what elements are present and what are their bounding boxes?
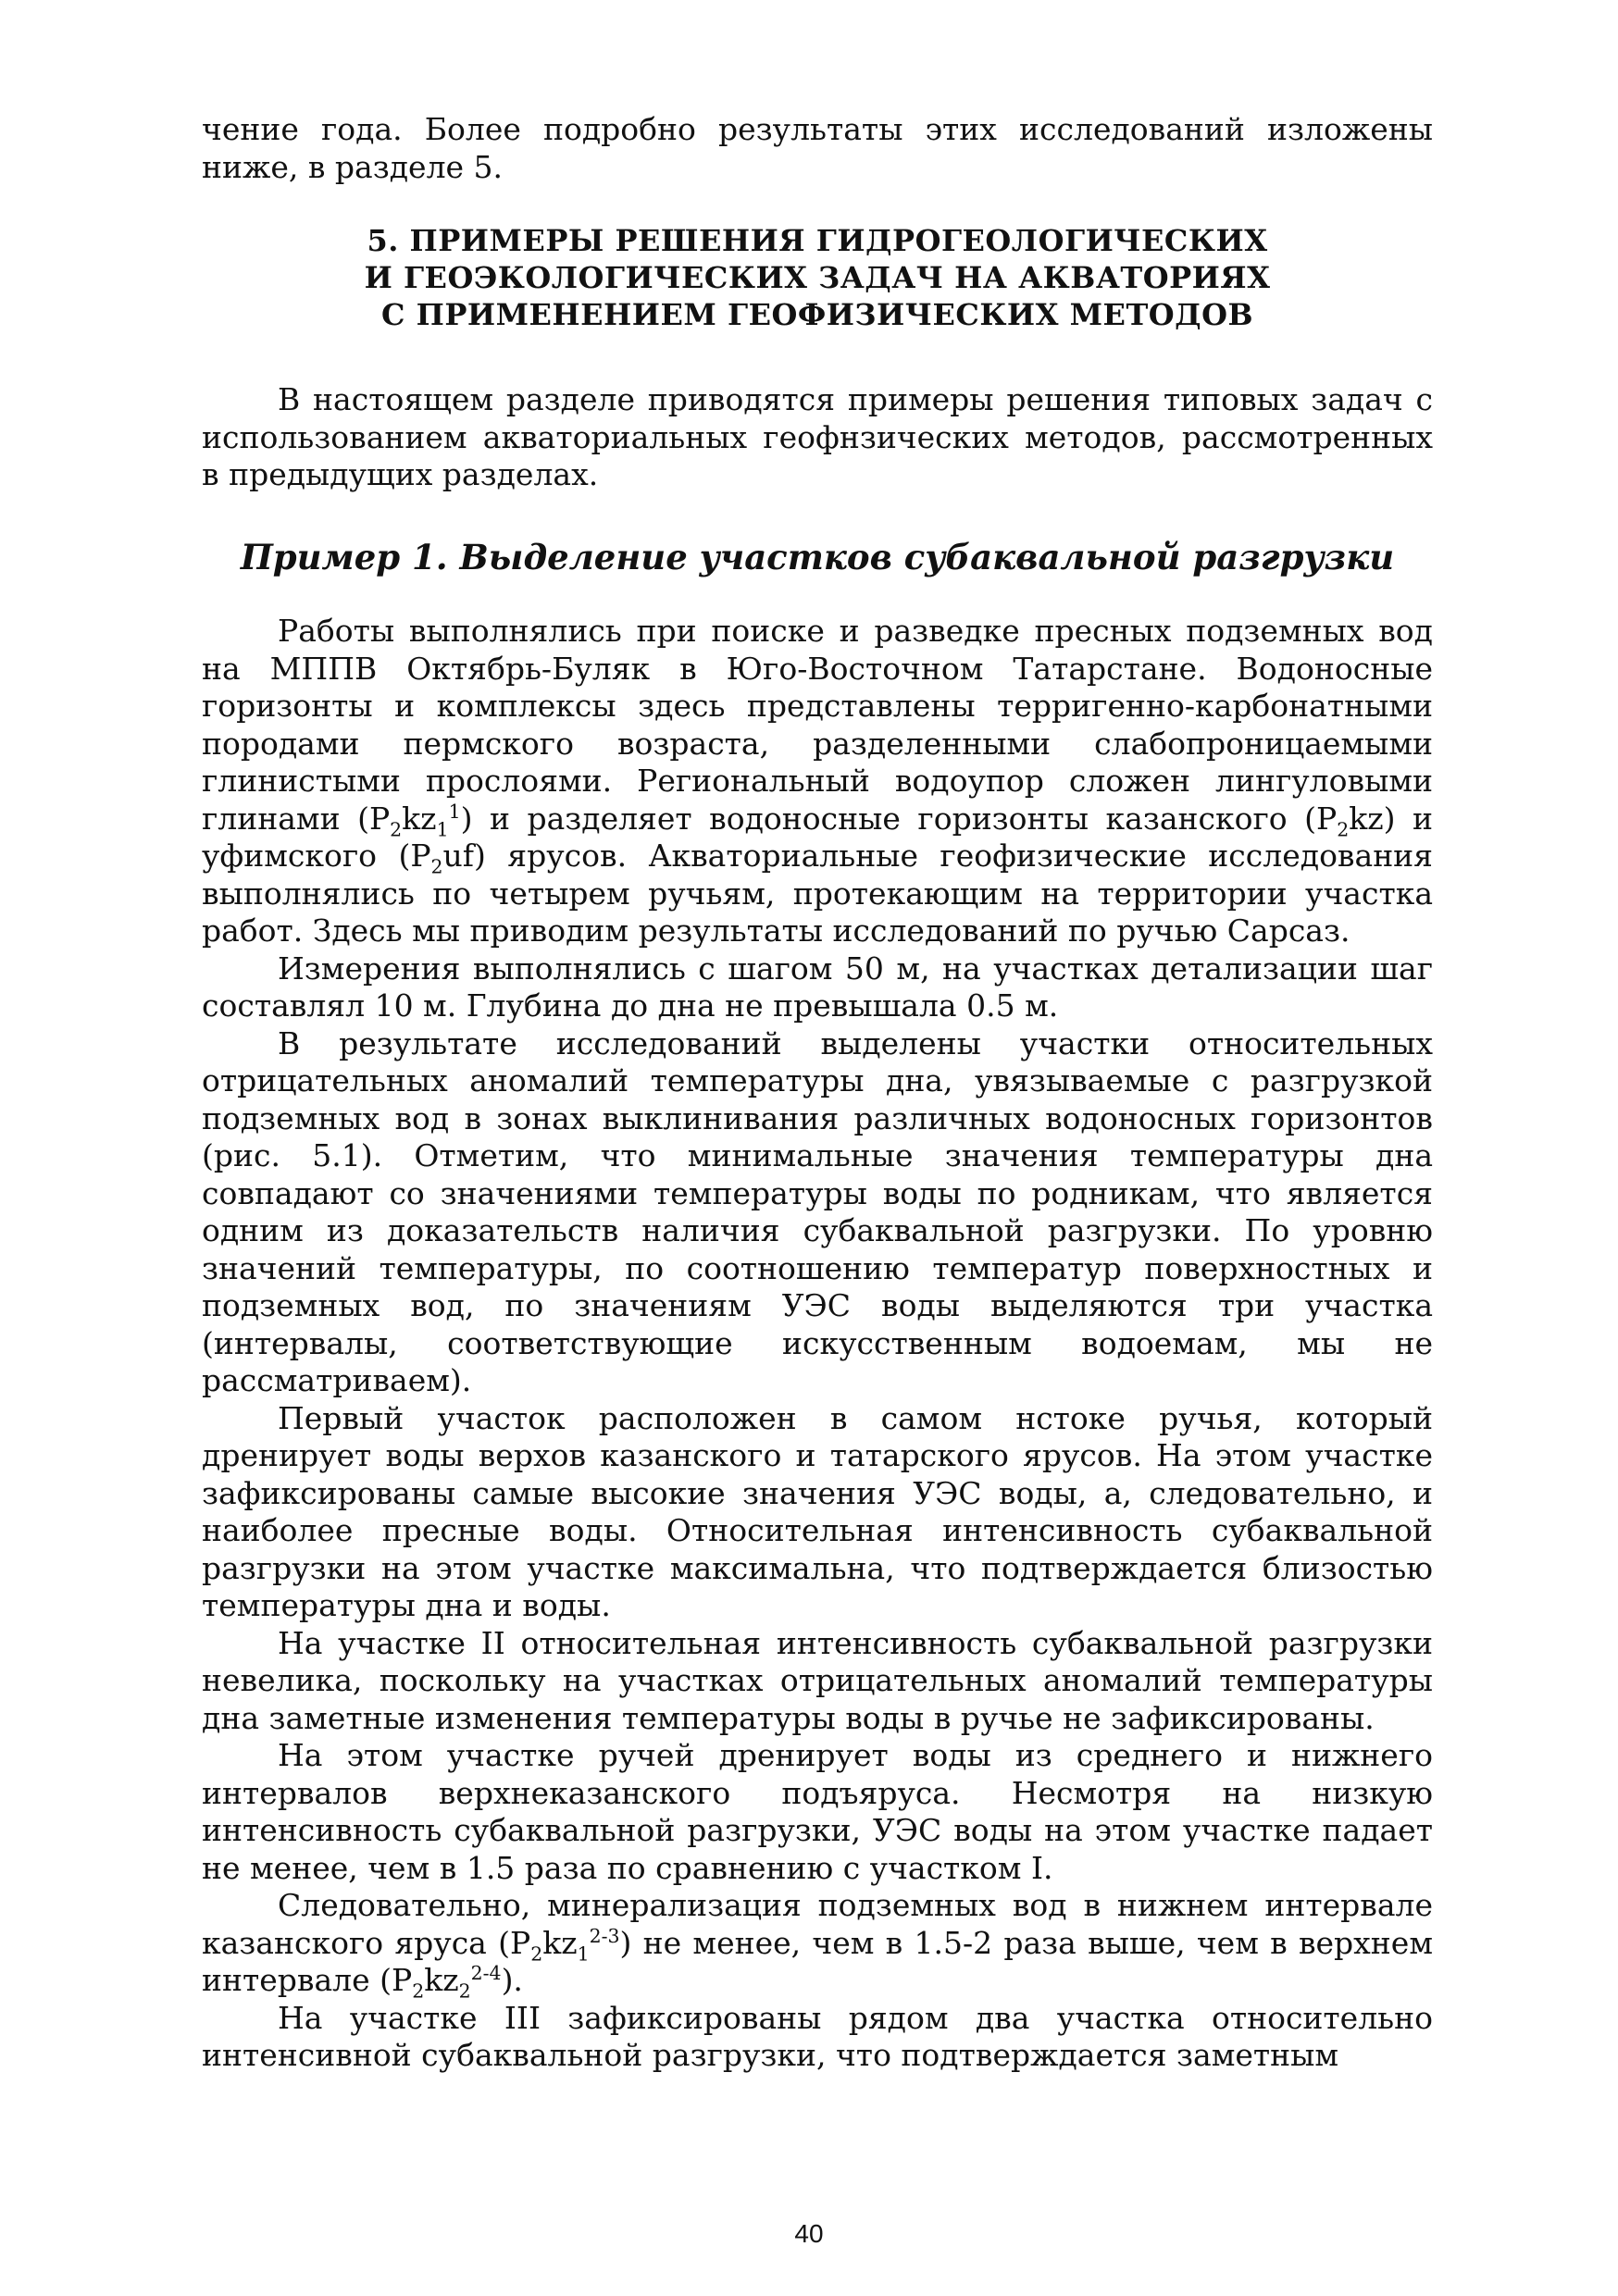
body-text xyxy=(202,613,1433,2075)
paragraph-5: На участке II относительная интенсивность субаквальной разгрузки невелика, поскольку на участках отрицательных аномалий температуры дна заметные изменения температуры воды в ручье не зафиксированы. xyxy=(202,1624,1433,1736)
paragraph-7: Следовательно, минерализация подземных вод в нижнем интервале казанского яруса $(P_2kz_1^{2-3})$ не менее, чем в 1.5-2 раза выше, чем в верхнем интервале $(P_2kz_2^{2-4})$. xyxy=(202,1887,1433,2003)
continuation-paragraph: чение года. Более подробно результаты этих исследований изложены ниже, в разделе 5. xyxy=(202,111,1433,185)
section-title-line-2: И ГЕОЭКОЛОГИЧЕСКИХ ЗАДАЧ НА АКВАТОРИЯХ xyxy=(364,260,1271,295)
paragraph-3: В результате исследований выделены участки относительных отрицательных аномалий температуры дна, увязываемые с разгрузкой подземных вод в зонах выклинивания различных водоносных горизонтов (рис. 5.1). Отметим, что минимальные значения температуры дна совпадают со значениями температуры воды по родникам, что является одним из доказательств наличия субаквальной разгрузки. По уровню значений температуры, по соотношению температур поверхностных и подземных вод, по значениям УЭС воды выделяются три участка (интервалы, соответствующие искусственным водоемам, мы не рассматриваем). xyxy=(202,1024,1433,1398)
paragraph-2: Измерения выполнялись с шагом 50 м, на участках детализации шаг составлял 10 м. Глубина до дна не превышала 0.5 м. xyxy=(202,949,1433,1024)
page-number: 40 xyxy=(794,2219,824,2248)
section-title-line-3: С ПРИМЕНЕНИЕМ ГЕОФИЗИЧЕСКИХ МЕТОДОВ xyxy=(380,297,1253,332)
paragraph-8: На участке III зафиксированы рядом два участка относительно интенсивной субаквальной разгрузки, что подтверждается заметным xyxy=(202,1999,1433,2073)
paragraph-6: На этом участке ручей дренирует воды из среднего и нижнего интервалов верхнеказанского подъяруса. Несмотря на низкую интенсивность субаквальной разгрузки, УЭС воды на этом участке падает не менее, чем в 1.5 раза по сравнению с участком I. xyxy=(202,1737,1433,1886)
intro-paragraph: В настоящем разделе приводятся примеры решения типовых задач с использованием акваториальных геофнзических методов, рассмотренных в предыдущих разделах. xyxy=(202,381,1433,492)
section-title xyxy=(202,222,1433,333)
paragraph-1: Работы выполнялись при поиске и разведке пресных подземных вод на МППВ Октябрь-Буляк в Юго-Восточном Татарстане. Водоносные горизонты и комплексы здесь представлены терригенно-карбонатными породами пермского возраста, разделенными слабопроницаемыми глинистыми прослоями. Региональный водоупор сложен лингуловыми глинами $(P_2kz_1^1)$ и разделяет водоносные горизонты казанского $(P_2kz)$ и уфимского $(P_2uf)$ ярусов. Акваториальные геофизические исследования выполнялись по четырем ручьям, протекающим на территории участка работ. Здесь мы приводим результаты исследований по ручью Сарсаз. xyxy=(202,613,1433,949)
example-title: Пример 1. Выделение участков субаквальной разгрузки xyxy=(240,537,1395,577)
section-title-line-1: 5. ПРИМЕРЫ РЕШЕНИЯ ГИДРОГЕОЛОГИЧЕСКИХ xyxy=(367,223,1268,258)
paragraph-4: Первый участок расположен в самом нстоке ручья, который дренирует воды верхов казанского и татарского ярусов. На этом участке зафиксированы самые высокие значения УЭС воды, а, следовательно, и наиболее пресные воды. Относительная интенсивность субаквальной разгрузки на этом участке максимальна, что подтверждается близостью температуры дна и воды. xyxy=(202,1399,1433,1623)
